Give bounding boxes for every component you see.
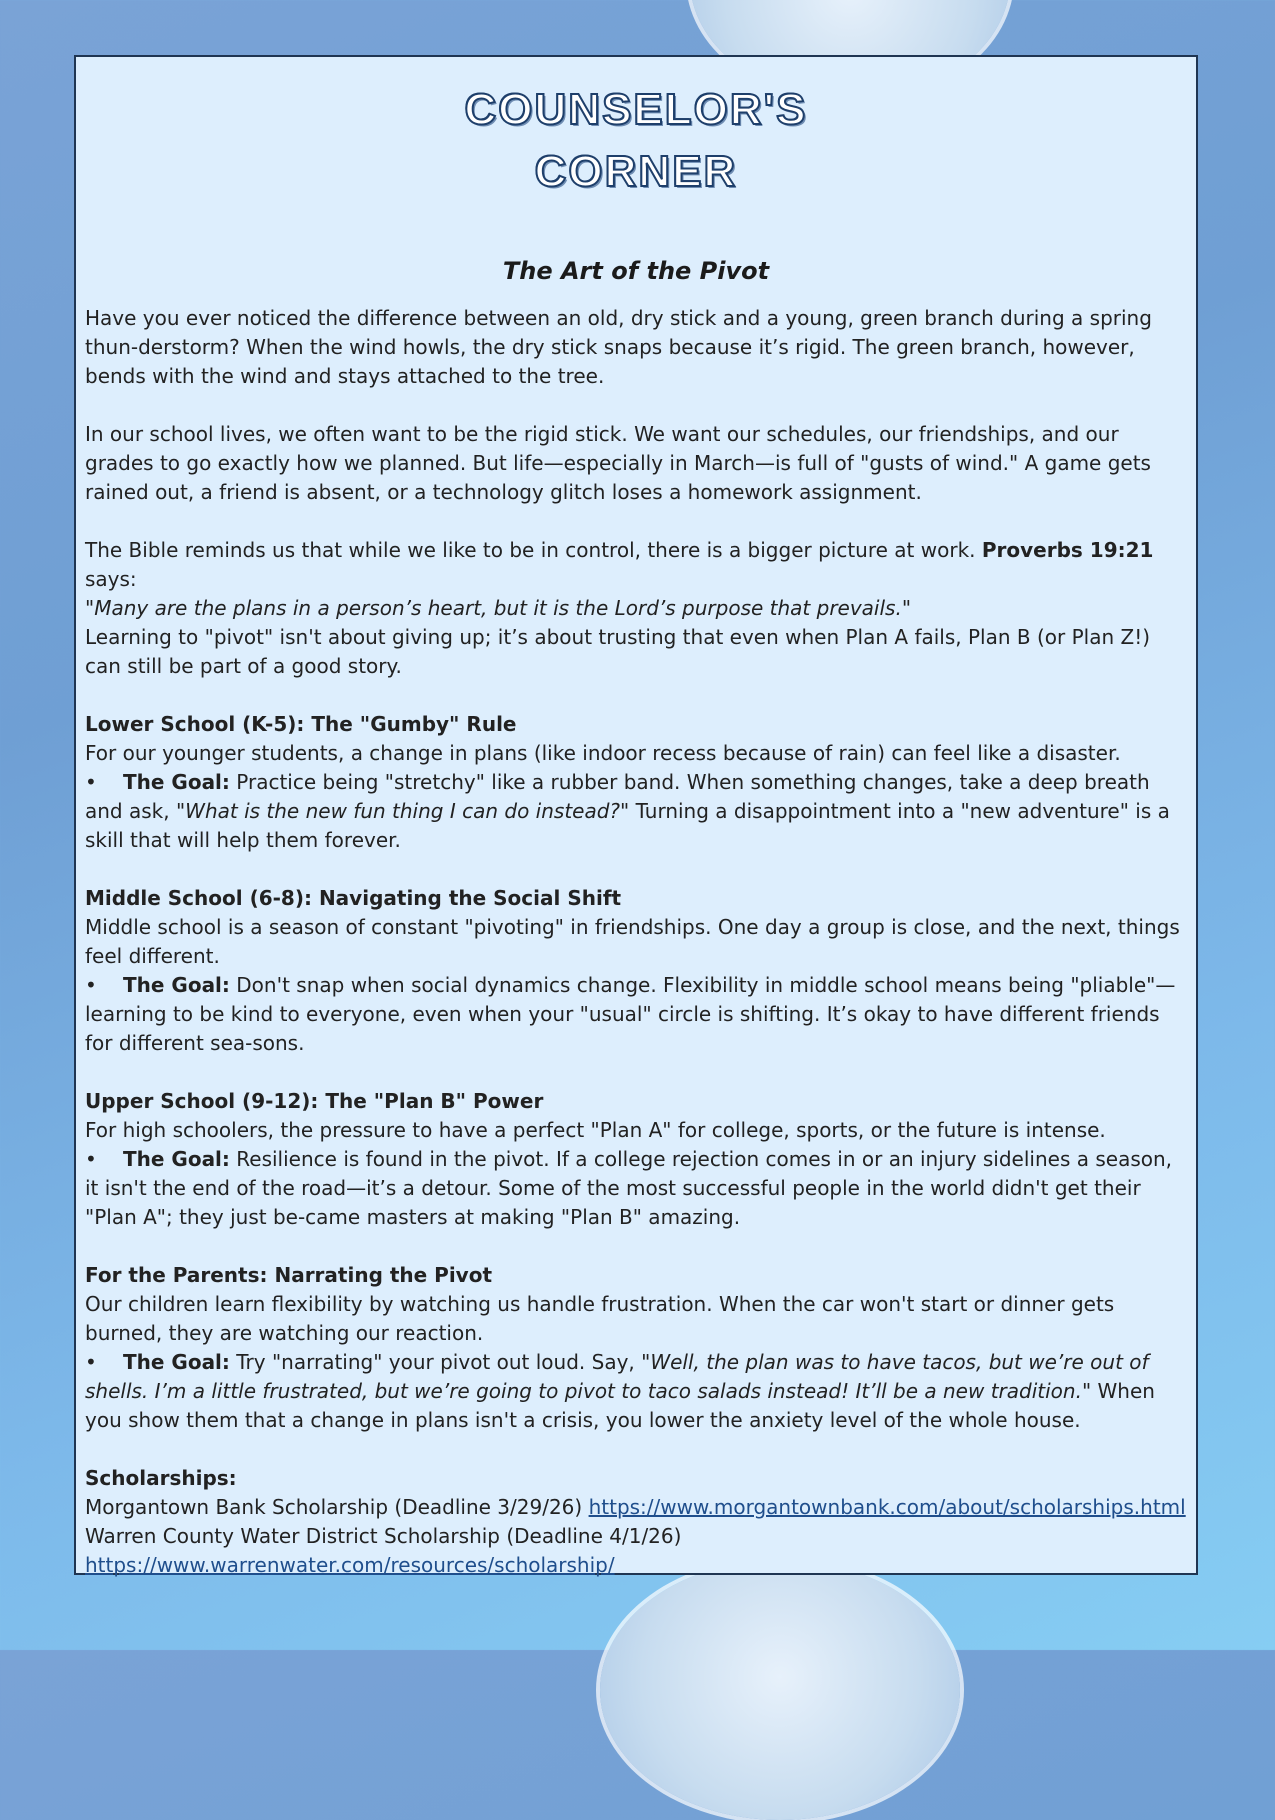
section-heading: For the Parents: Narrating the Pivot [85,1263,493,1287]
goal-label: The Goal: [123,770,230,794]
goal-label: The Goal: [123,1147,230,1171]
scholarship-link[interactable]: https://www.morgantownbank.com/about/scholarships.html [588,1495,1186,1519]
goal-text: Practice being "stretchy" like a rubber band. When something changes, take a deep breath and ask, [85,770,1150,823]
bullet-icon: • [85,1350,97,1374]
section-text: For high schoolers, the pressure to have a perfect "Plan A" for college, sports, or the future is intense. [85,1118,1106,1142]
bible-quote: "Many are the plans in a person’s heart, but it is the Lord’s purpose that prevails." [85,596,912,620]
scholarships-section [85,1464,1187,1580]
scholarship-item [85,1493,1187,1522]
section-text: For our younger students, a change in plans (like indoor recess because of rain) can feel like a disaster. [85,741,1121,765]
article-body [76,304,1196,1580]
section-heading: Upper School (9-12): The "Plan B" Power [85,1089,544,1113]
bullet-icon: • [85,1147,97,1171]
goal-text: Don't snap when social dynamics change. Flexibility in middle school means being "pliable"—learning to be kind to everyone, even when your "usual" circle is shifting. It’s okay to have different friends for different sea-sons. [85,973,1176,1055]
bible-reference: Proverbs 19:21 [981,538,1154,562]
goal-quote: "What is the new fun thing I can do instead?" [175,799,630,823]
scholarship-name: Warren County Water District Scholarship (Deadline 4/1/26) [85,1524,682,1548]
scholarship-name: Morgantown Bank Scholarship (Deadline 3/29/26) [85,1495,583,1519]
goal-text: Try "narrating" your pivot out loud. Say, [236,1350,635,1374]
bible-after: Learning to "pivot" isn't about giving up; it’s about trusting that even when Plan A fails, Plan B (or Plan Z!) can still be part of a good story. [85,625,1151,678]
section-text: Our children learn flexibility by watching us handle frustration. When the car won't start or dinner gets burned, they are watching our reaction. [85,1292,1115,1345]
scholarships-heading: Scholarships: [85,1466,237,1490]
goal-bullet [85,1348,1187,1435]
goal-bullet [85,768,1187,855]
masthead [76,79,1196,203]
bible-paragraph [85,536,1187,681]
bible-says: says: [85,567,137,591]
masthead-line-1: COUNSELOR'S [464,85,808,134]
goal-quote: "Well, the plan was to have tacos, but we’re out of shells. I’m a little frustrated, but we’re going to pivot to taco salads instead! It’ll be a new tradition." [85,1350,1149,1403]
section-upper-school [85,1087,1187,1232]
background-bubble-bottom [600,1560,960,1820]
intro-paragraph-1: Have you ever noticed the difference between an old, dry stick and a young, green branch during a spring thun-derstorm? When the wind howls, the dry stick snaps because it’s rigid. The green branch, however, bends with the wind and stays attached to the tree. [85,306,1152,388]
masthead-line-2: CORNER [534,147,738,196]
section-heading: Middle School (6-8): Navigating the Social Shift [85,886,622,910]
article-title: The Art of the Pivot [502,257,770,285]
bible-lead: The Bible reminds us that while we like to be in control, there is a bigger picture at work. [85,538,976,562]
goal-bullet [85,971,1187,1058]
bullet-icon: • [85,770,97,794]
goal-text: Resilience is found in the pivot. If a college rejection comes in or an injury sidelines a season, it isn't the end of the road—it’s a detour. Some of the most successful people in the world didn't get their "Plan A"; they just be-came masters at making "Plan B" amazing. [85,1147,1173,1229]
newsletter-panel [74,55,1198,1575]
goal-text-end: Turning a disappointment into a "new adventure" is a skill that will help them forever. [85,799,1170,852]
scholarship-link[interactable]: https://www.warrenwater.com/resources/scholarship/ [85,1553,615,1577]
goal-label: The Goal: [123,1350,230,1374]
intro-paragraph-2: In our school lives, we often want to be the rigid stick. We want our schedules, our friendships, and our grades to go exactly how we planned. But life—especially in March—is full of "gusts of wind." A game gets rained out, a friend is absent, or a technology glitch loses a homework assignment. [85,422,1151,504]
section-heading: Lower School (K-5): The "Gumby" Rule [85,712,517,736]
scholarship-item [85,1522,1187,1580]
goal-label: The Goal: [123,973,230,997]
section-lower-school [85,710,1187,855]
bullet-icon: • [85,973,97,997]
goal-text-end: When you show them that a change in plans isn't a crisis, you lower the anxiety level of the whole house. [85,1379,1155,1432]
section-parents [85,1261,1187,1435]
section-text: Middle school is a season of constant "pivoting" in friendships. One day a group is close, and the next, things feel different. [85,915,1180,968]
goal-bullet [85,1145,1187,1232]
section-middle-school [85,884,1187,1058]
